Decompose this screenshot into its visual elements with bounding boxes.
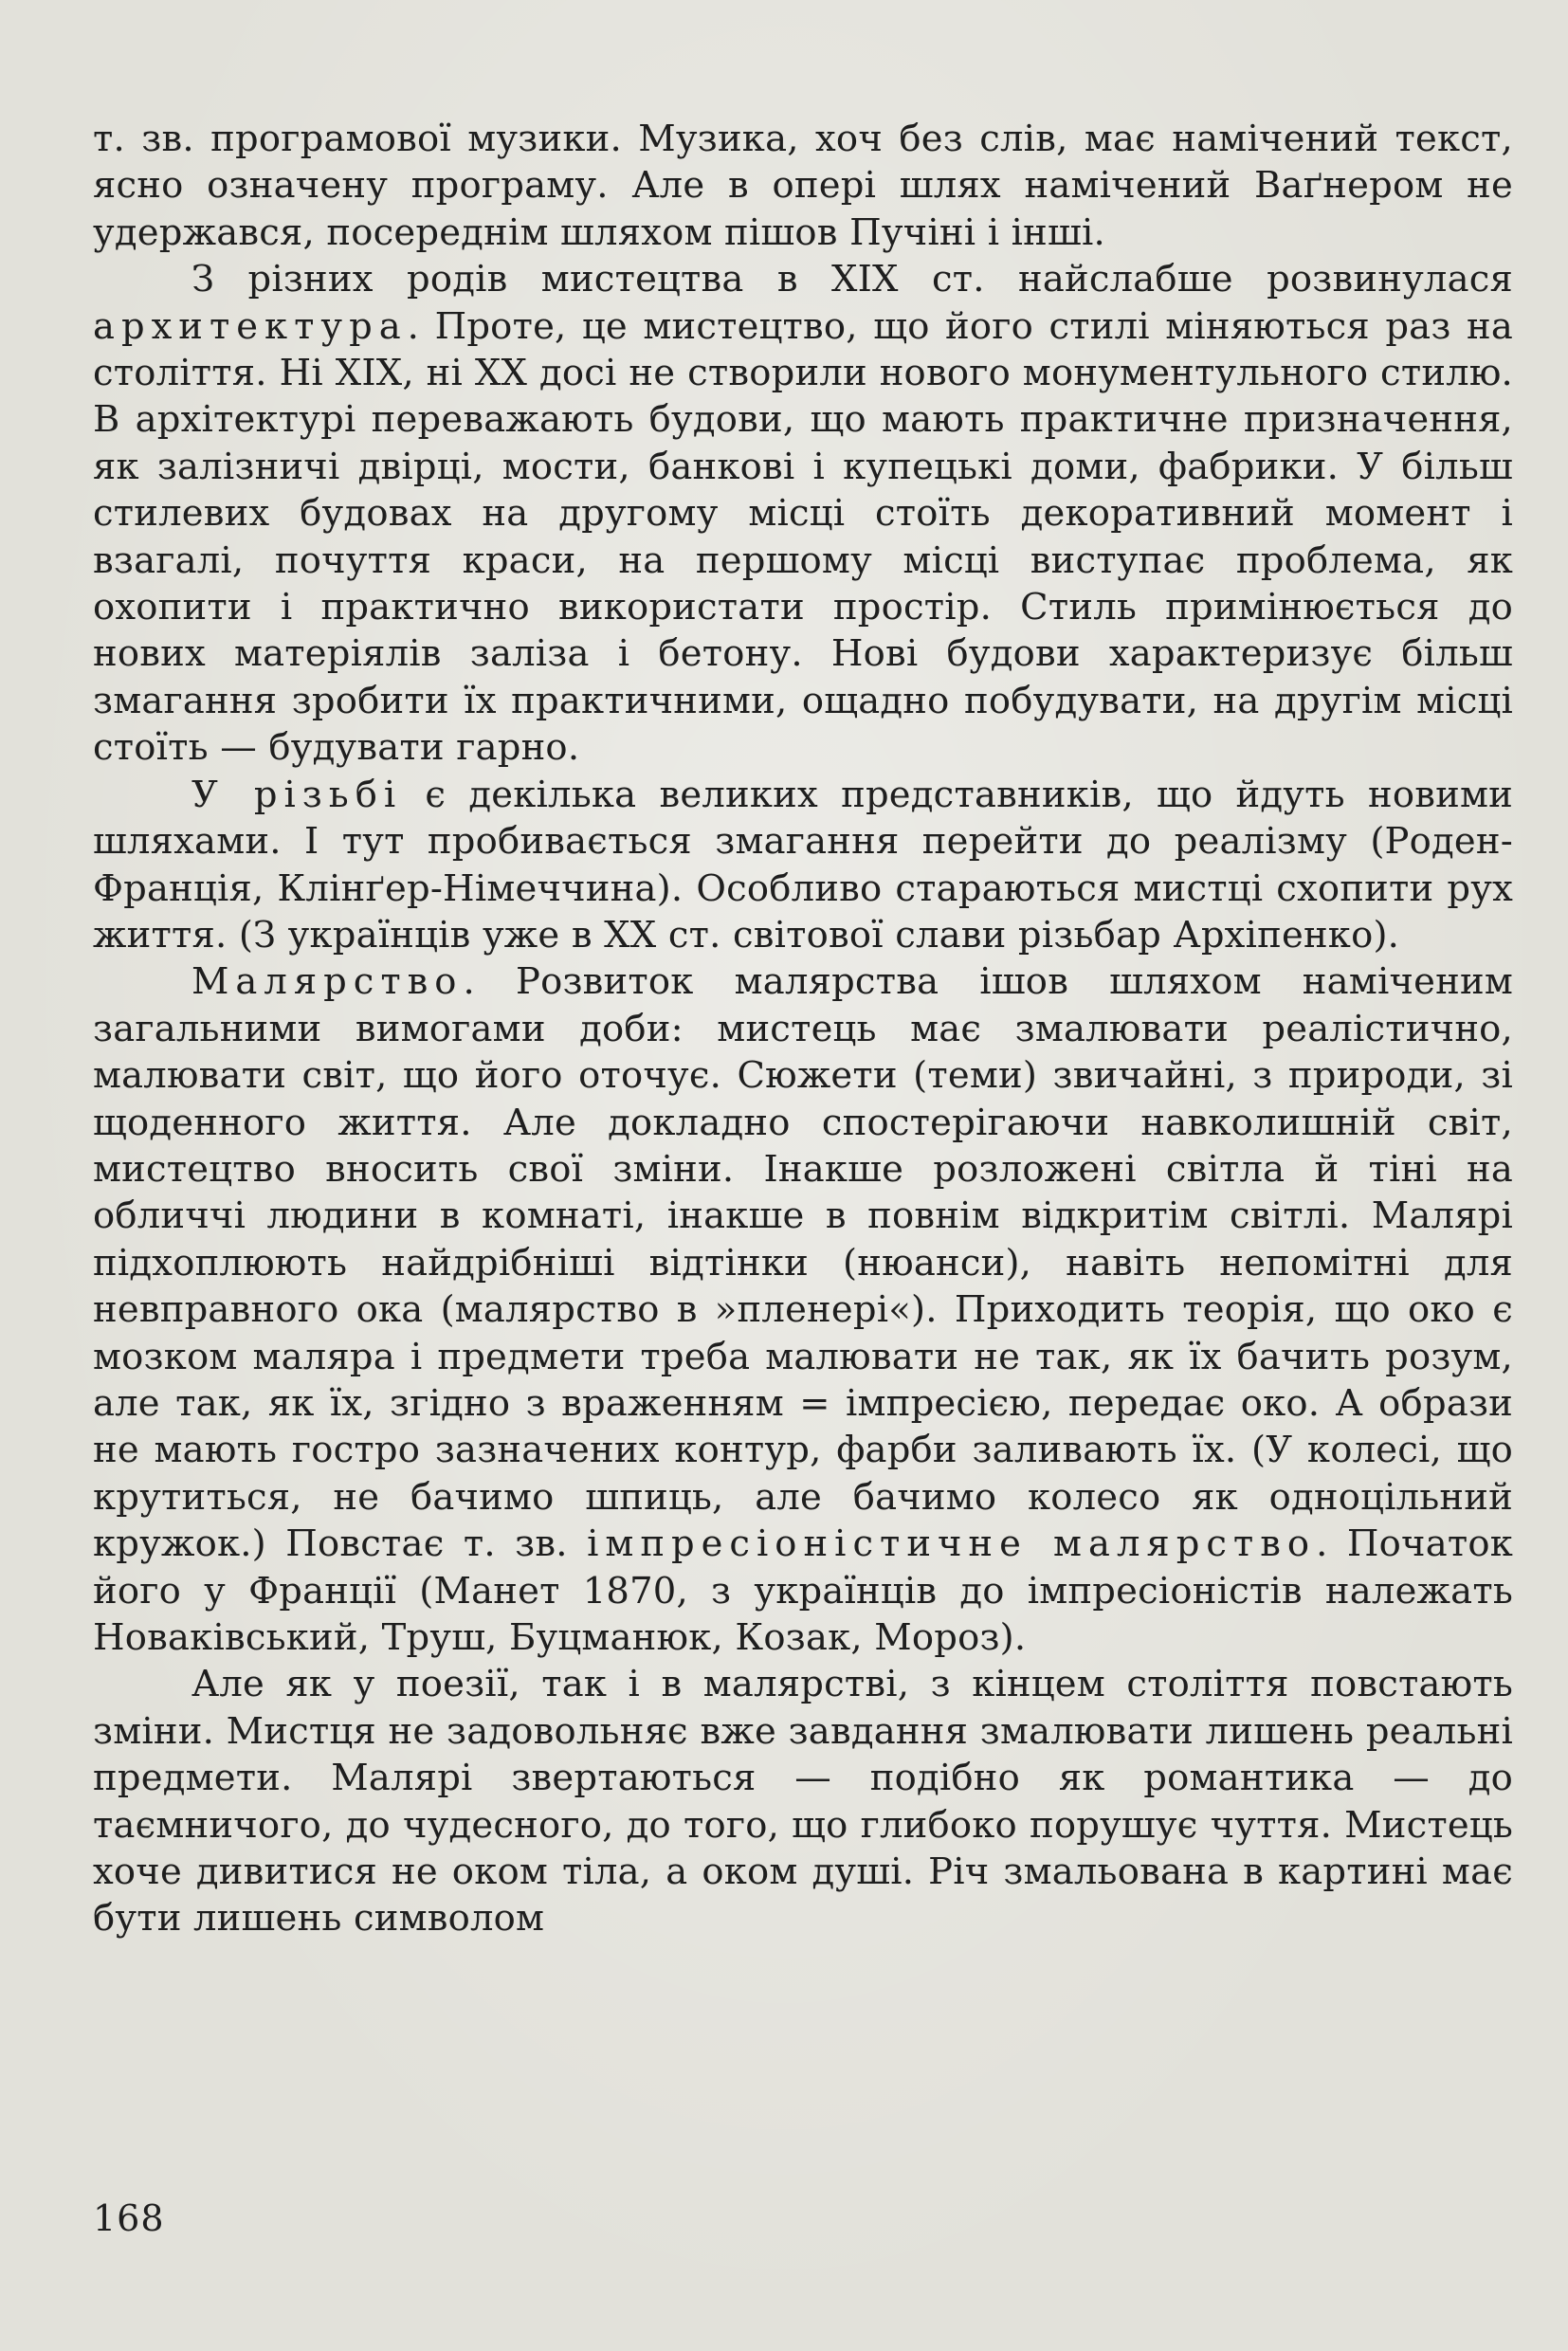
text-run: т. зв. програмової музики. Музика, хоч без слів, має намічений текст, ясно означену програму. Але в опері шлях намічений Ваґнером не удержався, посереднім шляхом пішов Пучіні і інші. xyxy=(93,118,1513,254)
body-text xyxy=(93,116,1513,1942)
paragraph-programme-music xyxy=(93,116,1513,256)
text-run: . Розвиток малярства ішов шляхом наміченим загальними вимогами доби: мистець має змалювати реалістично, малювати світ, що його оточує. Сюжети (теми) звичайні, з природи, зі щоденного життя. Але докладно спостерігаючи навколишній світ, мистецтво вносить свої зміни. Інакше розложені світла й тіні на обличчі людини в комнаті, інакше в повнім відкритім світлі. Малярі підхоплюють найдрібніші відтінки (нюанси), навіть непомітні для невправного ока (малярство в »пленері«). Приходить теорія, що око є мозком маляра і предмети треба малювати не так, як їх бачить розум, але так, як їх, згідно з враженням = імпресією, передає око. А образи не мають гостро зазначених контур, фарби заливають їх. (У колесі, що крутиться, не бачимо шпиць, але бачимо колесо як одноцільний кружок.) Повстає т. зв. xyxy=(93,960,1513,1566)
spaced-term-architecture: архитектура xyxy=(93,304,408,348)
paragraph-symbolism xyxy=(93,1661,1513,1941)
text-run: . Початок його у Франції (Манет 1870, з українців до імпресіоністів належать Новаківський, Труш, Буцманюк, Козак, Мороз). xyxy=(93,1522,1514,1659)
paragraph-architecture xyxy=(93,256,1513,771)
text-run: . Проте, це мистецтво, що його стилі міняються раз на століття. Ні XIX, ні XX досі не створили нового монументульного стилю. В архітектурі переважають будови, що мають практичне призначення, як залізничі двірці, мости, банкові і купецькі доми, фабрики. У більш стилевих будовах на другому місці стоїть декоративний момент і взагалі, почуття краси, на першому місці виступає проблема, як охопити і практично використати простір. Стиль примінюється до нових матеріялів заліза і бетону. Нові будови характеризує більш змагання зробити їх практичними, ощадно побудувати, на другім місці стоїть — будувати гарно. xyxy=(93,304,1513,770)
spaced-term-sculpture: У різьбі xyxy=(191,773,403,816)
spaced-term-painting: Малярство xyxy=(191,960,464,1004)
paragraph-sculpture xyxy=(93,772,1513,959)
paragraph-painting xyxy=(93,958,1513,1661)
text-run: є декілька великих представників, що йдуть новими шляхами. І тут пробивається змагання перейти до реалізму (Роден-Франція, Клінґер-Німеччина). Особливо стараються мистці схопити рух життя. (З українців уже в XX ст. світової слави різьбар Архіпенко). xyxy=(93,773,1513,957)
text-run: З різних родів мистецтва в XIX ст. найслабше розвинулася xyxy=(191,258,1513,301)
text-run: Але як у поезії, так і в малярстві, з кінцем століття повстають зміни. Мистця не задовольняє вже завдання змалювати лишень реальні предмети. Малярі звертаються — подібно як романтика — до таємничого, до чудесного, до того, що глибоко порушує чуття. Мистець хоче дивитися не оком тіла, а оком душі. Річ змальована в картині має бути лишень символом xyxy=(93,1663,1513,1941)
spaced-term-impressionism: імпресіоністичне малярство xyxy=(587,1522,1317,1566)
page-number: 168 xyxy=(93,2197,165,2239)
